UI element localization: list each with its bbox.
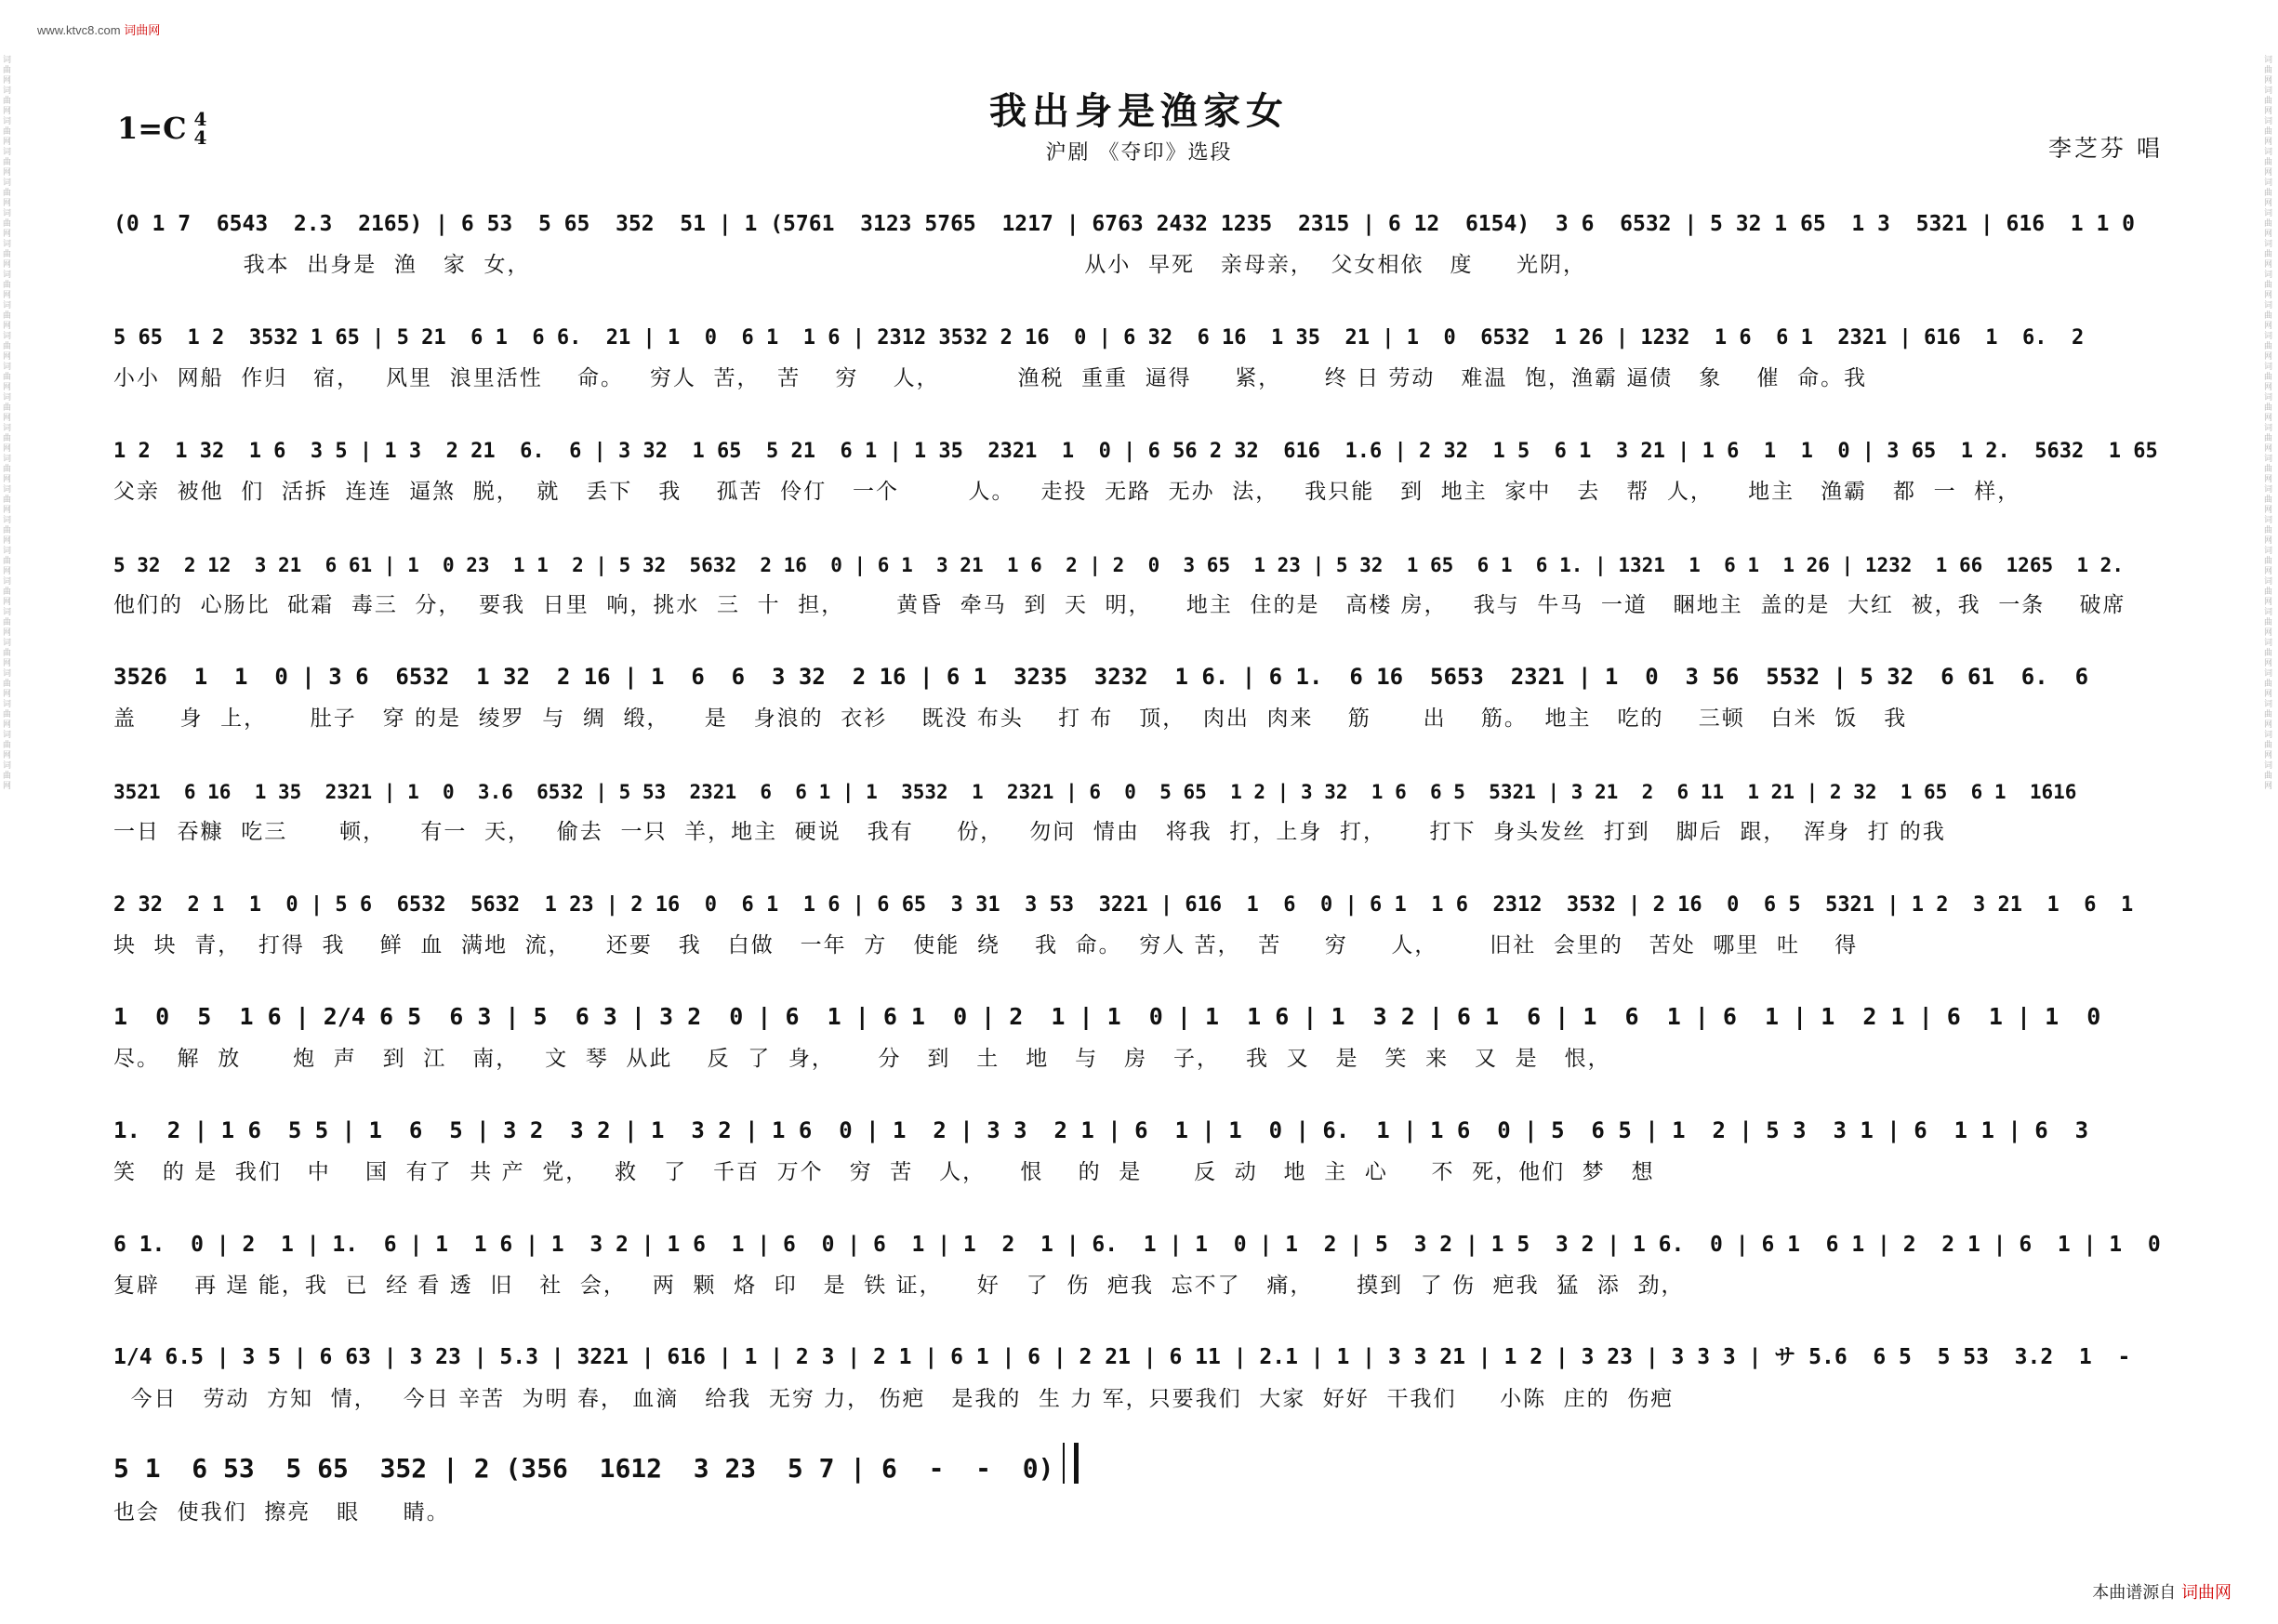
lyrics-line: 也会 使我们 擦亮 眼 睛。: [113, 1500, 450, 1525]
lyrics-line: 父亲 被他 们 活拆 连连 逼煞 脱， 就 丢下 我 孤苦 伶仃 一个 人。 走投 无路 无办 法， 我只能 到 地主 家中 去 帮 人， 地主 渔霸 都 一 样，: [113, 480, 2021, 504]
notation-line: 3521 6 16 1 35 2321 | 1 0 3.6 6532 | 5 53 2321 6 6 1 | 1 3532 1 2321 | 6 0 5 65 1 2 | 3 32 1 6 6 5 5321 | 3 21 2 6 11 1 21 | 2 32 1 65 6 1 1616: [113, 781, 2077, 803]
notation-line: 6 1. 0 | 2 1 | 1. 6 | 1 1 6 | 1 3 2 | 1 6 1 | 6 0 | 6 1 | 1 2 1 | 6. 1 | 1 0 | 1 2 | 5 3 2 | 1 5 3 2 | 1 6. 0 | 6 1 6 1 | 2 2 1 | 6 1 | 1 0: [113, 1233, 2161, 1257]
notation-text: 5 1 6 53 5 65 352 | 2 (356 1612 3 23 5 7 | 6 - - 0): [113, 1453, 1054, 1484]
score-system: [113, 970, 2168, 1084]
score-body: [113, 177, 2168, 1538]
song-title: 我出身是渔家女: [989, 90, 1289, 133]
lyrics-line: 一日 吞糠 吃三 顿， 有一 天， 偷去 一只 羊，地主 硬说 我有 份， 勿问 情由 将我 打，上身 打， 打下 身头发丝 打到 脚后 跟， 浑身 打 的我: [113, 820, 1946, 844]
time-bottom: 4: [193, 126, 207, 149]
final-barline: [1063, 1443, 1079, 1484]
score-system: [113, 177, 2168, 290]
lyrics-line: 盖 身 上， 肚子 穿 的是 绫罗 与 绸 缎， 是 身浪的 衣衫 既没 布头 打 布 顶， 肉出 肉来 筋 出 筋。 地主 吃的 三顿 白米 饭 我: [113, 706, 1908, 731]
notation-line: 5 32 2 12 3 21 6 61 | 1 0 23 1 1 2 | 5 32 5632 2 16 0 | 6 1 3 21 1 6 2 | 2 0 3 65 1 23 | 5 32 1 65 6 1 6 1. | 1321 1 6 1 1 26 | 1232 1 66 1265 1 2.: [113, 554, 2124, 576]
lyrics-line: 笑 的 是 我们 中 国 有了 共 产 党， 救 了 千百 万个 穷 苦 人， 恨 的 是 反 动 地 主 心 不 死，他们 梦 想: [113, 1160, 1655, 1184]
lyrics-line: 复辟 再 逞 能，我 已 经 看 透 旧 社 会， 两 颗 烙 印 是 铁 证， 好 了 伤 疤我 忘不了 痛， 摸到 了 伤 疤我 猛 添 劲，: [113, 1274, 1685, 1298]
lyrics-line: 块 块 青， 打得 我 鲜 血 满地 流， 还要 我 白做 一年 方 使能 绕 我 命。 穷人 苦， 苦 穷 人， 旧社 会里的 苦处 哪里 吐 得: [113, 933, 1859, 957]
site-url[interactable]: [37, 20, 160, 38]
notation-line: 1 2 1 32 1 6 3 5 | 1 3 2 21 6. 6 | 3 32 1 65 5 21 6 1 | 1 35 2321 1 0 | 6 56 2 32 616 1.6 | 2 32 1 5 6 1 3 21 | 1 6 1 1 0 | 3 65 1 2. 5632 1 65: [113, 440, 2158, 463]
singer-credit: 李芝芬 唱: [2048, 135, 2163, 162]
notation-line: 1. 2 | 1 6 5 5 | 1 6 5 | 3 2 3 2 | 1 3 2 | 1 6 0 | 1 2 | 3 3 2 1 | 6 1 | 1 0 | 6. 1 | 1 6 0 | 5 6 5 | 1 2 | 5 3 3 1 | 6 1 1 | 6 3: [113, 1117, 2089, 1143]
lyrics-line: 他们的 心肠比 砒霜 毒三 分， 要我 日里 响，挑水 三 十 担， 黄昏 牵马 到 天 明， 地主 住的是 高楼 房， 我与 牛马 一道 睏地主 盖的是 大红 被，我 一条 破席: [113, 593, 2126, 617]
notation-line: 1 0 5 1 6 | 2/4 6 5 6 3 | 5 6 3 | 3 2 0 | 6 1 | 6 1 0 | 2 1 | 1 0 | 1 1 6 | 1 3 2 | 6 1 6 | 1 6 1 | 6 1 | 1 2 1 | 6 1 | 1 0: [113, 1003, 2101, 1030]
time-top: 4: [193, 108, 207, 130]
site-domain[interactable]: www.ktvc8.com: [37, 23, 121, 37]
score-system: [113, 403, 2168, 517]
source-site-link[interactable]: 词曲网: [2181, 1583, 2232, 1603]
notation-line: 1/4 6.5 | 3 5 | 6 63 | 3 23 | 5.3 | 3221 | 616 | 1 | 2 3 | 2 1 | 6 1 | 6 | 2 21 | 6 11 | 2.1 | 1 | 3 3 21 | 1 2 | 3 23 | 3 3 3 | サ 5.6 6 5 5 53 3.2 1 -: [113, 1345, 2131, 1369]
notation-line: 5 65 1 2 3532 1 65 | 5 21 6 1 6 6. 21 | 1 0 6 1 1 6 | 2312 3532 2 16 0 | 6 32 6 16 1 35 21 | 1 0 6532 1 26 | 1232 1 6 6 1 2321 | 616 1 6. 2: [113, 326, 2085, 350]
score-system: [113, 1084, 2168, 1197]
score-system: [113, 1424, 2168, 1538]
notation-line: 2 32 2 1 1 0 | 5 6 6532 5632 1 23 | 2 16 0 6 1 1 6 | 6 65 3 31 3 53 3221 | 616 1 6 0 | 6 1 1 6 2312 3532 | 2 16 0 6 5 5321 | 1 2 3 21 1 6 1: [113, 893, 2134, 917]
score-system: [113, 744, 2168, 857]
site-name[interactable]: 词曲网: [124, 23, 161, 37]
score-system: [113, 517, 2168, 630]
notation-line: [113, 1424, 2168, 1489]
left-watermark-strip: 词曲网词曲网词曲网词曲网词曲网词曲网词曲网词曲网词曲网词曲网词曲网词曲网词曲网词曲网词曲网词曲网词曲网词曲网词曲网词曲网词曲网词曲网词曲网词曲网: [3, 56, 12, 791]
source-footer: [2092, 1579, 2232, 1604]
score-system: [113, 857, 2168, 970]
song-subtitle: 沪剧 《夺印》选段: [1045, 141, 1233, 165]
lyrics-line: 尽。 解 放 炮 声 到 江 南， 文 琴 从此 反 了 身， 分 到 土 地 与 房 子， 我 又 是 笑 来 又 是 恨，: [113, 1047, 1611, 1071]
lyrics-line: 我本 出身是 渔 家 女， 从小 早死 亲母亲， 父女相依 度 光阴，: [113, 253, 1587, 277]
score-system: [113, 630, 2168, 744]
source-label: 本曲谱源自: [2092, 1583, 2177, 1603]
right-watermark-strip: 词曲网词曲网词曲网词曲网词曲网词曲网词曲网词曲网词曲网词曲网词曲网词曲网词曲网词曲网词曲网词曲网词曲网词曲网词曲网词曲网词曲网词曲网词曲网词曲网: [2264, 56, 2273, 791]
score-system: [113, 1197, 2168, 1311]
notation-line: 3526 1 1 0 | 3 6 6532 1 32 2 16 | 1 6 6 3 32 2 16 | 6 1 3235 3232 1 6. | 6 1. 6 16 5653 2321 | 1 0 3 56 5532 | 5 32 6 61 6. 6: [113, 664, 2089, 690]
lyrics-line: 小小 网船 作归 宿， 风里 浪里活性 命。 穷人 苦， 苦 穷 人， 渔税 重重 逼得 紧， 终 日 劳动 难温 饱，渔霸 逼债 象 催 命。我: [113, 366, 1868, 390]
score-system: [113, 1311, 2168, 1424]
key-label: 1=C: [117, 111, 187, 146]
notation-line: (0 1 7 6543 2.3 2165) | 6 53 5 65 352 51 | 1 (5761 3123 5765 1217 | 6763 2432 1235 2315 | 6 12 6154) 3 6 6532 | 5 32 1 65 1 3 5321 | 616 1 1 0: [113, 212, 2136, 236]
score-system: [113, 290, 2168, 403]
lyrics-line: 今日 劳动 方知 情， 今日 辛苦 为明 春， 血滴 给我 无穷 力， 伤疤 是我的 生 力 军，只要我们 大家 好好 干我们 小陈 庄的 伤疤: [113, 1387, 1675, 1411]
